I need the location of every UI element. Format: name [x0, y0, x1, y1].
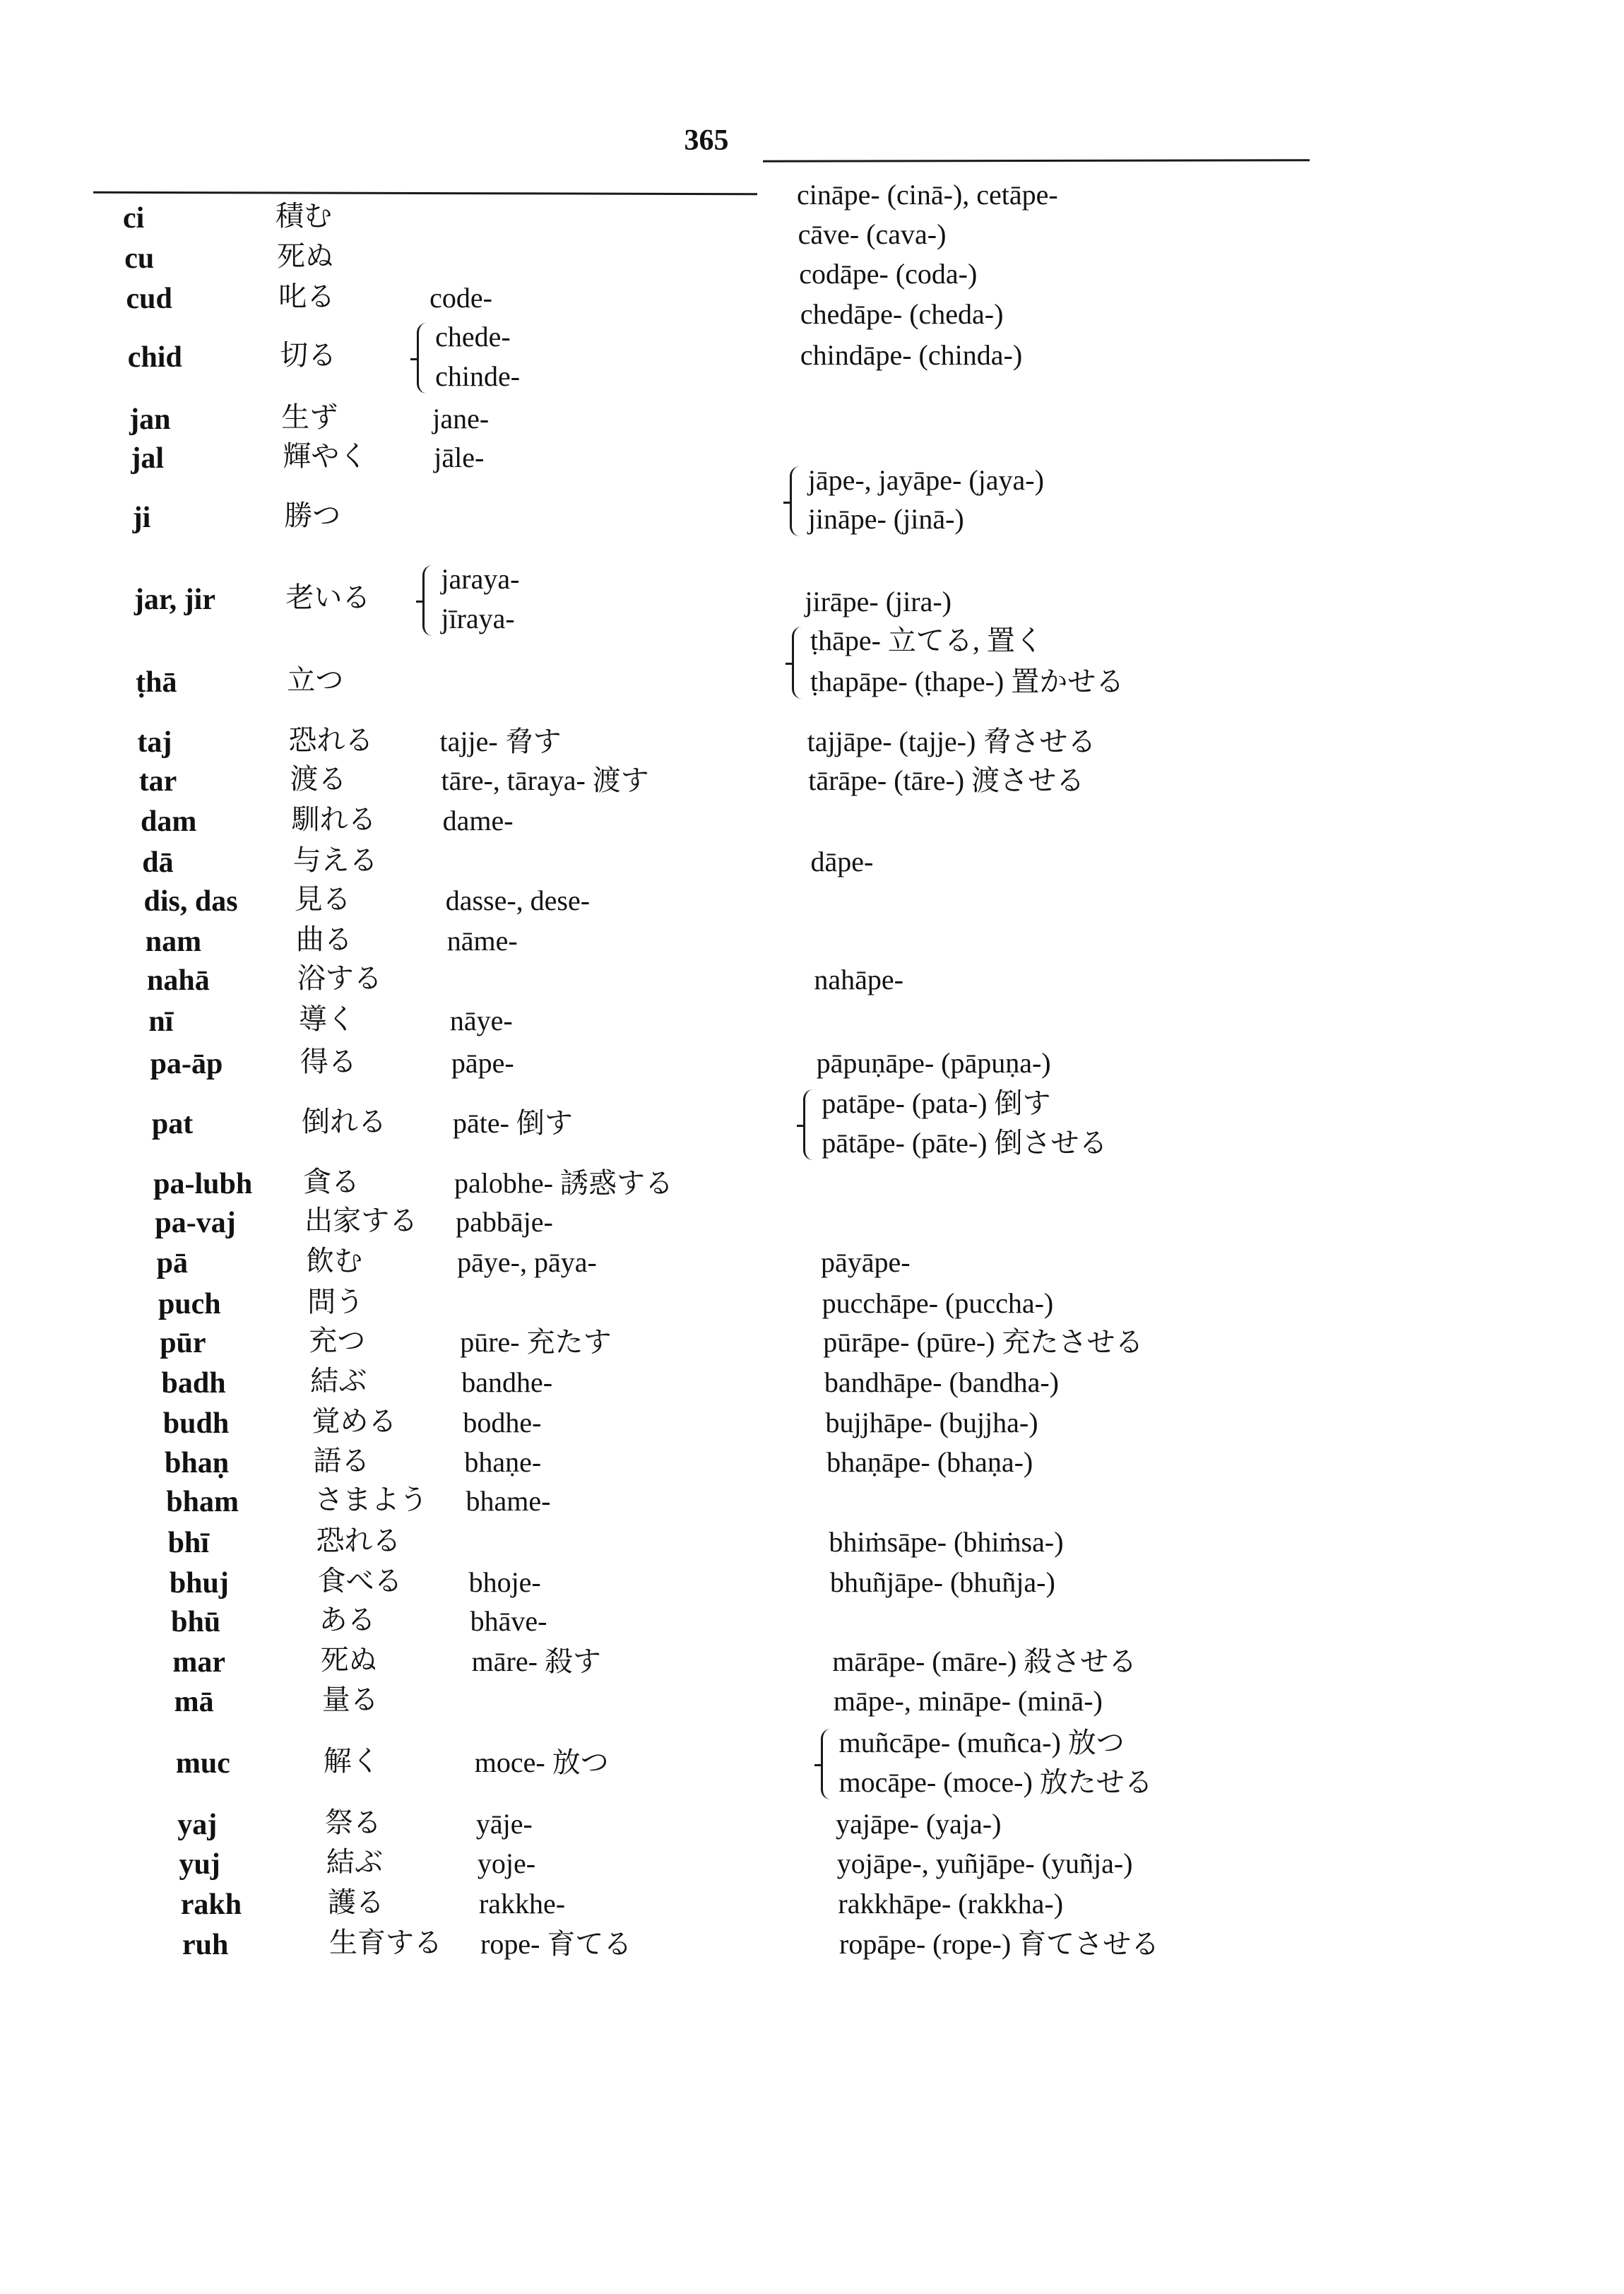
- entry-gloss: 見る: [294, 883, 351, 916]
- present-stem: pūre- 充たす: [460, 1326, 612, 1358]
- entry-root: tar: [138, 765, 177, 798]
- present-stem: bandhe-: [461, 1366, 553, 1398]
- entry-gloss: 生ず: [281, 401, 338, 434]
- causative-stem: patāpe- (pata-) 倒す: [822, 1087, 1051, 1119]
- entry-root: ji: [132, 502, 151, 534]
- brace-icon: [821, 1729, 831, 1799]
- present-stem: pāye-, pāya-: [457, 1246, 597, 1278]
- causative-stem: pāyāpe-: [821, 1246, 911, 1278]
- present-stem: pabbāje-: [456, 1206, 553, 1238]
- brace-icon: [790, 466, 800, 536]
- present-stem: bodhe-: [463, 1407, 542, 1438]
- entry-gloss: 馴れる: [291, 803, 377, 836]
- entry-gloss: 恐れる: [288, 724, 374, 757]
- entry-root: pūr: [160, 1327, 206, 1359]
- brace-icon: [803, 1089, 813, 1160]
- entry-gloss: 渡る: [290, 763, 347, 796]
- present-stem: bhaṇe-: [464, 1446, 542, 1478]
- entry-gloss: 解く: [323, 1745, 380, 1778]
- header-rule-right: [763, 159, 1310, 162]
- entry-root: ṭhā: [136, 666, 177, 699]
- causative-stem: bhaṇāpe- (bhaṇa-): [826, 1446, 1033, 1478]
- present-stem: pāte- 倒す: [452, 1107, 573, 1139]
- causative-stem: chindāpe- (chinda-): [800, 339, 1023, 371]
- entry-gloss: 積む: [275, 200, 332, 232]
- causative-stem: jāpe-, jayāpe- (jaya-): [807, 464, 1044, 496]
- entry-gloss: 得る: [300, 1046, 357, 1078]
- entry-gloss: 語る: [313, 1445, 370, 1477]
- causative-stem: bhiṁsāpe- (bhiṁsa-): [829, 1526, 1064, 1558]
- entry-gloss: 食べる: [317, 1565, 403, 1597]
- entry-gloss: 祭る: [324, 1807, 381, 1839]
- present-stem: code-: [429, 282, 492, 314]
- causative-stem: ropāpe- (rope-) 育てさせる: [839, 1928, 1160, 1960]
- brace-icon: [417, 323, 427, 394]
- entry-root: pa-lubh: [153, 1168, 253, 1200]
- entry-gloss: 貪る: [303, 1166, 360, 1198]
- present-stem: māre- 殺す: [471, 1645, 601, 1677]
- present-stem: pāpe-: [451, 1047, 514, 1079]
- entry-gloss: 死ぬ: [320, 1644, 377, 1677]
- present-stem: jane-: [432, 403, 490, 434]
- entry-gloss: 死ぬ: [277, 240, 334, 273]
- causative-stem: pucchāpe- (puccha-): [822, 1287, 1054, 1319]
- present-stem: moce- 放つ: [474, 1746, 609, 1778]
- entry-gloss: 結ぶ: [326, 1846, 383, 1879]
- entry-root: puch: [158, 1288, 221, 1320]
- entry-gloss: 与える: [292, 844, 378, 877]
- present-stem: chede-: [435, 321, 511, 353]
- present-stem: dame-: [442, 805, 514, 836]
- entry-root: pā: [156, 1247, 189, 1279]
- causative-stem: ṭhapāpe- (ṭhape-) 置かせる: [810, 666, 1125, 697]
- causative-stem: codāpe- (coda-): [799, 258, 978, 290]
- header-rule-left: [93, 191, 757, 195]
- entry-gloss: 結ぶ: [310, 1365, 367, 1397]
- present-stem: nāye-: [449, 1005, 513, 1036]
- present-stem: bhoje-: [468, 1566, 541, 1598]
- entry-gloss: さまよう: [314, 1484, 428, 1516]
- present-stem: bhāve-: [470, 1605, 547, 1637]
- causative-stem: chedāpe- (cheda-): [800, 298, 1004, 330]
- entry-root: ci: [123, 202, 145, 235]
- entry-root: nī: [148, 1005, 174, 1038]
- entry-gloss: 出家する: [304, 1205, 418, 1237]
- brace-icon: [422, 565, 432, 636]
- causative-stem: muñcāpe- (muñca-) 放つ: [838, 1727, 1125, 1758]
- causative-stem: yajāpe- (yaja-): [836, 1808, 1002, 1840]
- entry-gloss: 問う: [307, 1286, 364, 1318]
- entry-root: bhū: [171, 1606, 221, 1638]
- entry-root: yuj: [179, 1848, 220, 1881]
- present-stem: tāre-, tāraya- 渡す: [441, 764, 649, 796]
- causative-stem: cināpe- (cinā-), cetāpe-: [797, 179, 1058, 211]
- entry-root: badh: [161, 1367, 226, 1400]
- causative-stem: tārāpe- (tāre-) 渡させる: [808, 764, 1085, 796]
- entry-root: ruh: [182, 1929, 229, 1961]
- entry-root: mar: [172, 1646, 226, 1679]
- causative-stem: pātāpe- (pāte-) 倒させる: [822, 1127, 1108, 1159]
- entry-root: nahā: [147, 964, 210, 997]
- entry-root: taj: [137, 726, 172, 759]
- entry-root: chid: [127, 341, 182, 374]
- entry-gloss: 浴する: [297, 962, 382, 995]
- entry-root: budh: [162, 1407, 230, 1440]
- present-stem: dasse-, dese-: [445, 885, 591, 916]
- entry-gloss: 恐れる: [316, 1525, 401, 1557]
- present-stem: tajje- 脅す: [439, 726, 562, 757]
- entry-gloss: 充つ: [309, 1325, 366, 1357]
- causative-stem: mocāpe- (moce-) 放たせる: [838, 1766, 1153, 1798]
- entry-gloss: 勝つ: [284, 499, 341, 532]
- causative-stem: dāpe-: [810, 846, 874, 877]
- entry-gloss: 量る: [321, 1684, 379, 1716]
- present-stem: jaraya-: [441, 563, 520, 595]
- present-stem: jāle-: [434, 442, 485, 473]
- causative-stem: tajjāpe- (tajje-) 脅させる: [807, 726, 1096, 757]
- entry-root: bham: [166, 1486, 239, 1518]
- entry-root: jal: [131, 442, 164, 475]
- present-stem: yāje-: [475, 1808, 533, 1840]
- present-stem: chinde-: [435, 360, 521, 392]
- entry-root: jar, jir: [134, 584, 215, 616]
- entry-root: pa-āp: [150, 1048, 223, 1080]
- causative-stem: mārāpe- (māre-) 殺させる: [832, 1645, 1137, 1677]
- entry-gloss: 倒れる: [301, 1106, 386, 1138]
- causative-stem: nahāpe-: [814, 964, 903, 995]
- entry-gloss: 曲る: [295, 923, 352, 956]
- present-stem: bhame-: [466, 1485, 551, 1517]
- entry-root: muc: [175, 1747, 230, 1780]
- causative-stem: cāve- (cava-): [798, 218, 947, 250]
- present-stem: jīraya-: [441, 603, 515, 634]
- present-stem: rope- 育てる: [480, 1928, 632, 1960]
- page-number: 365: [684, 124, 729, 157]
- entry-root: mā: [174, 1686, 214, 1718]
- causative-stem: yojāpe-, yuñjāpe- (yuñja-): [836, 1847, 1133, 1879]
- causative-stem: māpe-, mināpe- (minā-): [833, 1685, 1103, 1717]
- entry-root: dam: [140, 805, 197, 838]
- entry-root: jan: [129, 403, 171, 436]
- present-stem: yoje-: [477, 1847, 536, 1879]
- entry-root: pa-vaj: [155, 1207, 236, 1239]
- entry-root: cu: [124, 242, 155, 275]
- present-stem: palobhe- 誘惑する: [454, 1167, 673, 1199]
- entry-gloss: 叱る: [278, 280, 336, 313]
- present-stem: rakkhe-: [478, 1888, 566, 1920]
- entry-root: dis, das: [143, 885, 238, 918]
- entry-gloss: 覚める: [312, 1405, 397, 1438]
- entry-root: pat: [151, 1108, 194, 1140]
- causative-stem: ṭhāpe- 立てる, 置く: [810, 625, 1043, 656]
- entry-root: dā: [142, 846, 174, 879]
- entry-root: bhī: [167, 1527, 209, 1559]
- causative-stem: pūrāpe- (pūre-) 充たさせる: [823, 1326, 1144, 1358]
- brace-icon: [792, 627, 802, 699]
- entry-gloss: 生育する: [329, 1927, 442, 1959]
- entry-gloss: 輝やく: [283, 440, 368, 473]
- causative-stem: bujjhāpe- (bujjha-): [825, 1407, 1038, 1438]
- entry-root: yaj: [177, 1809, 218, 1841]
- entry-root: bhuj: [169, 1567, 229, 1600]
- entry-gloss: 飲む: [306, 1245, 363, 1277]
- entry-gloss: 導く: [298, 1003, 355, 1036]
- present-stem: nāme-: [446, 925, 518, 957]
- entry-gloss: 護る: [327, 1886, 384, 1919]
- causative-stem: jirāpe- (jira-): [805, 586, 952, 617]
- entry-gloss: 切る: [280, 339, 337, 372]
- causative-stem: rakkhāpe- (rakkha-): [838, 1888, 1064, 1920]
- entry-gloss: ある: [319, 1604, 376, 1636]
- causative-stem: jināpe- (jinā-): [807, 503, 964, 535]
- entry-root: rakh: [180, 1888, 242, 1921]
- causative-stem: bandhāpe- (bandha-): [824, 1366, 1059, 1398]
- entry-gloss: 立つ: [287, 664, 344, 697]
- causative-stem: bhuñjāpe- (bhuñja-): [830, 1566, 1055, 1598]
- entry-root: bhaṇ: [165, 1447, 230, 1479]
- entry-root: cud: [126, 283, 172, 315]
- entry-gloss: 老いる: [285, 581, 371, 614]
- causative-stem: pāpuṇāpe- (pāpuṇa-): [816, 1047, 1051, 1079]
- entry-root: nam: [145, 926, 202, 958]
